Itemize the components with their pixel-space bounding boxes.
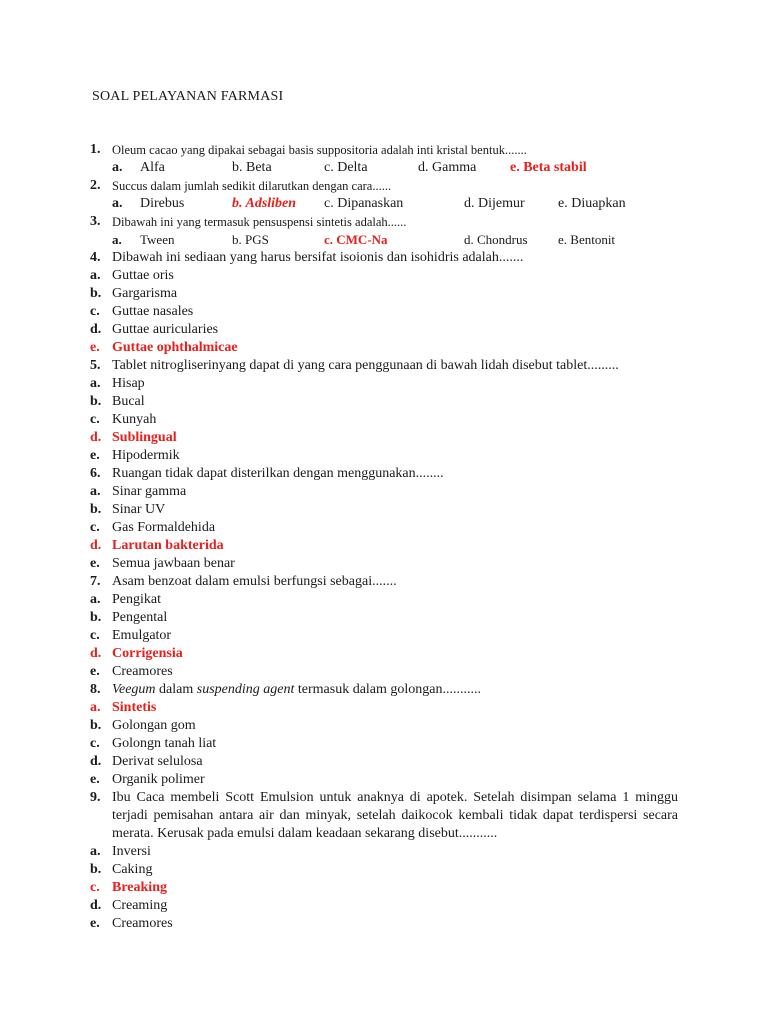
option-a: a. Hisap bbox=[90, 376, 145, 391]
option-text: Tween bbox=[140, 232, 175, 247]
question-number: 9. bbox=[90, 790, 101, 805]
option-d-correct: d. Larutan bakterida bbox=[90, 538, 224, 553]
question-number: 4. bbox=[90, 250, 101, 265]
option-b: b. Gargarisma bbox=[90, 286, 178, 301]
option-b: b. Bucal bbox=[90, 394, 145, 409]
question-number: 7. bbox=[90, 574, 101, 589]
option-d: d. Creaming bbox=[90, 898, 168, 913]
option-letter: a. bbox=[112, 196, 123, 211]
option-text: c. Delta bbox=[324, 160, 368, 175]
question-6 bbox=[90, 465, 678, 483]
option-e: e. Hipodermik bbox=[90, 448, 180, 463]
question-6-options bbox=[90, 483, 678, 573]
option-a: a. Sinar gamma bbox=[90, 484, 187, 499]
option-c: c. Gas Formaldehida bbox=[90, 520, 216, 535]
option-e-correct: e. Guttae ophthalmicae bbox=[90, 340, 238, 355]
option-d: d. Derivat selulosa bbox=[90, 754, 203, 769]
question-stem: Dibawah ini sediaan yang harus bersifat isoionis dan isohidris adalah....... bbox=[112, 250, 524, 265]
question-stem: Succus dalam jumlah sedikit dilarutkan dengan cara...... bbox=[112, 179, 392, 193]
question-7-options bbox=[90, 591, 678, 681]
option-c-correct: c. Breaking bbox=[90, 880, 167, 895]
option-text: e. Diuapkan bbox=[558, 196, 626, 211]
option-text-correct: c. CMC-Na bbox=[324, 232, 388, 247]
option-text-correct: b. Adsliben bbox=[232, 196, 297, 211]
option-e: e. Semua jawbaan benar bbox=[90, 556, 235, 571]
question-3 bbox=[90, 213, 678, 231]
question-5-options bbox=[90, 375, 678, 465]
option-a: a. Pengikat bbox=[90, 592, 161, 607]
question-stem: Ibu Caca membeli Scott Emulsion untuk anaknya di apotek. Setelah disimpan selama 1 minggu terjadi pemisahan antara air dan minyak, setelah daikocok kembali tidak dapat terdispersi secara merata. Kerusak pada emulsi dalam keadaan sekarang disebut........... bbox=[112, 790, 678, 841]
option-c: c. Emulgator bbox=[90, 628, 172, 643]
option-text: d. Gamma bbox=[418, 160, 477, 175]
option-d-correct: d. Corrigensia bbox=[90, 646, 183, 661]
option-a-correct: a. Sintetis bbox=[90, 700, 157, 715]
question-number: 6. bbox=[90, 466, 101, 481]
option-text: d. Dijemur bbox=[464, 196, 525, 211]
question-3-options bbox=[90, 231, 678, 249]
question-4-options bbox=[90, 267, 678, 357]
option-text: c. Dipanaskan bbox=[324, 196, 404, 211]
question-stem: Veegum dalam suspending agent termasuk dalam golongan........... bbox=[112, 682, 482, 697]
question-stem: Ruangan tidak dapat disterilkan dengan menggunakan........ bbox=[112, 466, 444, 481]
option-text: Alfa bbox=[140, 160, 165, 175]
question-list bbox=[90, 141, 678, 933]
question-number: 1. bbox=[90, 142, 101, 157]
option-text: b. Beta bbox=[232, 160, 272, 175]
question-stem: Dibawah ini yang termasuk pensuspensi sintetis adalah...... bbox=[112, 215, 407, 229]
question-stem: Tablet nitrogliserinyang dapat di yang cara penggunaan di bawah lidah disebut tablet......... bbox=[112, 358, 619, 373]
question-9 bbox=[90, 789, 678, 843]
option-letter: a. bbox=[112, 160, 123, 175]
option-b: b. Sinar UV bbox=[90, 502, 166, 517]
option-d: d. Guttae auricularies bbox=[90, 322, 219, 337]
option-b: b. Golongan gom bbox=[90, 718, 196, 733]
question-8 bbox=[90, 681, 678, 699]
option-e: e. Organik polimer bbox=[90, 772, 205, 787]
option-a: a. Guttae oris bbox=[90, 268, 174, 283]
question-4 bbox=[90, 249, 678, 267]
option-a: a. Inversi bbox=[90, 844, 151, 859]
option-c: c. Golongn tanah liat bbox=[90, 736, 217, 751]
option-e: e. Creamores bbox=[90, 916, 173, 931]
question-stem: Asam benzoat dalam emulsi berfungsi sebagai....... bbox=[112, 574, 397, 589]
option-text: Direbus bbox=[140, 196, 185, 211]
question-9-options bbox=[90, 843, 678, 933]
option-c: c. Guttae nasales bbox=[90, 304, 194, 319]
question-1-options bbox=[90, 159, 678, 177]
question-stem: Oleum cacao yang dipakai sebagai basis suppositoria adalah inti kristal bentuk....... bbox=[112, 143, 527, 157]
question-number: 8. bbox=[90, 682, 101, 697]
option-e: e. Creamores bbox=[90, 664, 173, 679]
question-number: 3. bbox=[90, 214, 101, 229]
question-7 bbox=[90, 573, 678, 591]
question-8-options bbox=[90, 699, 678, 789]
option-text-correct: e. Beta stabil bbox=[510, 160, 587, 175]
question-number: 2. bbox=[90, 178, 101, 193]
option-text: e. Bentonit bbox=[558, 232, 616, 247]
question-1 bbox=[90, 141, 678, 159]
option-text: d. Chondrus bbox=[464, 232, 528, 247]
page-title: SOAL PELAYANAN FARMASI bbox=[92, 89, 284, 104]
option-letter: a. bbox=[112, 232, 122, 247]
question-2 bbox=[90, 177, 678, 195]
option-b: b. Pengental bbox=[90, 610, 168, 625]
question-2-options bbox=[90, 195, 678, 213]
option-text: b. PGS bbox=[232, 232, 269, 247]
option-d-correct: d. Sublingual bbox=[90, 430, 177, 445]
question-number: 5. bbox=[90, 358, 101, 373]
option-c: c. Kunyah bbox=[90, 412, 157, 427]
option-b: b. Caking bbox=[90, 862, 153, 877]
question-5 bbox=[90, 357, 678, 375]
